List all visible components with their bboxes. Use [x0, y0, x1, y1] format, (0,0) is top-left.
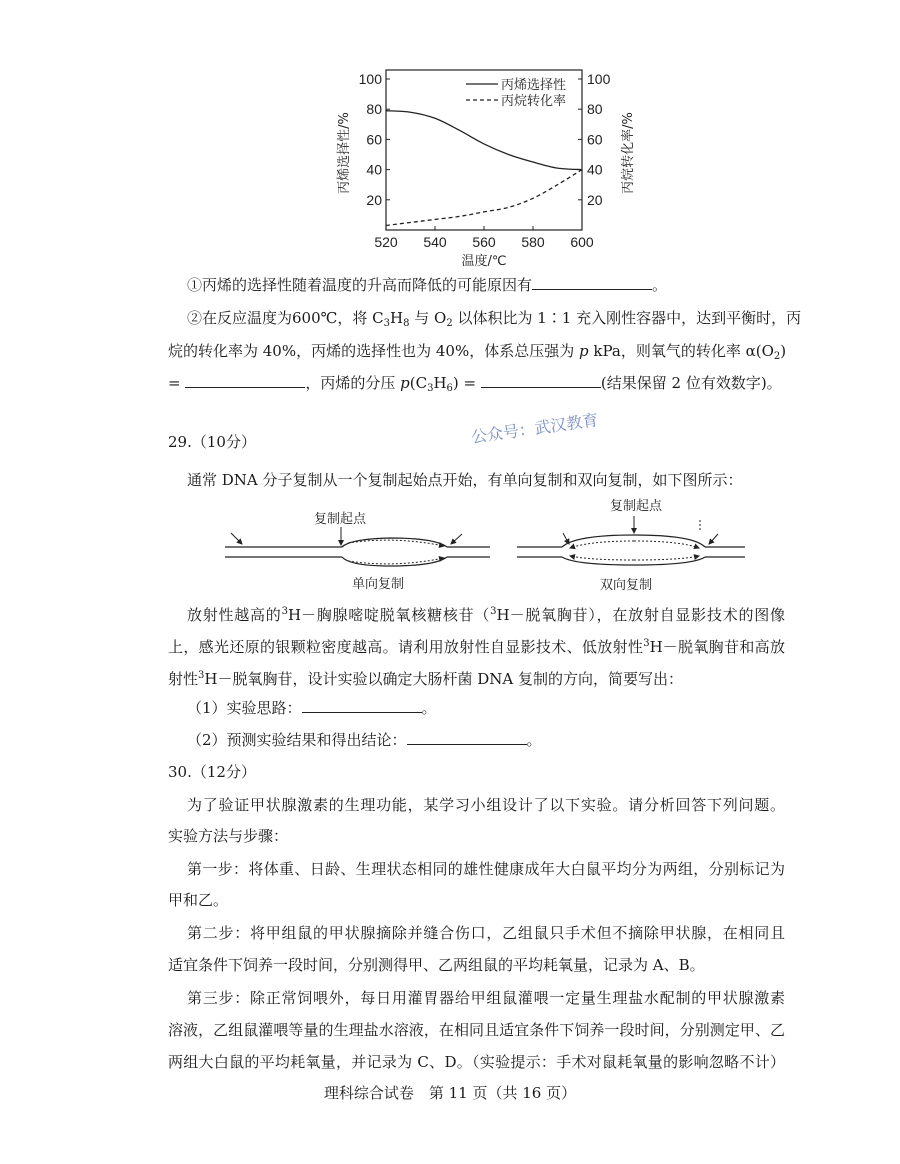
q30-header: 30.（12分） — [168, 763, 256, 781]
subscript: 2 — [446, 318, 453, 329]
x-tick-label: 600 — [570, 234, 594, 250]
q29-header: 29.（10分） — [168, 433, 256, 451]
text-run: H — [433, 374, 447, 392]
q28-part2-line2 — [168, 341, 785, 361]
text-run: kPa，则氧气的转化率 α(O — [588, 342, 774, 360]
q30-line: 第二步：将甲组鼠的甲状腺摘除并缝合伤口，乙组鼠只手术但不摘除甲状腺，在相同且 — [187, 924, 785, 942]
text-run: H－脱氧胸苷），在放射自显影技术的图像 — [496, 606, 785, 624]
text-run: 射性 — [168, 670, 199, 688]
text-run: 上，感光还原的银颗粒密度越高。请利用放射性自显影技术、低放射性 — [168, 638, 644, 656]
text-run: 。 — [526, 731, 542, 749]
answer-blank[interactable] — [407, 730, 527, 745]
text-run: (C — [409, 374, 428, 392]
text-run: = — [168, 374, 186, 392]
y-tick-label-left: 80 — [366, 101, 382, 118]
text-run: H－脱氧胸苷，设计实验以确定大肠杆菌 DNA 复制的方向，简要写出： — [204, 670, 683, 688]
left-origin-label: 复制起点 — [314, 512, 367, 527]
x-tick-label: 560 — [472, 234, 496, 250]
unidirectional-diagram — [225, 527, 490, 566]
q30-line: 第一步：将体重、日龄、生理状态相同的雄性健康成年大白鼠平均分为两组，分别标记为 — [187, 860, 785, 878]
series-line-selectivity — [386, 111, 582, 170]
subscript: 6 — [446, 383, 453, 394]
superscript: 3 — [643, 638, 650, 649]
q28-part2-line3 — [168, 373, 785, 393]
subscript: 8 — [403, 318, 410, 329]
y-tick-label-left: 40 — [366, 161, 382, 178]
q30-line: 适宜条件下饲养一段时间，分别测得甲、乙两组鼠的平均耗氧量，记录为 A、B。 — [168, 956, 705, 974]
chart-legend — [466, 77, 566, 109]
q30-line: 实验方法与步骤： — [168, 827, 289, 845]
text-run: 以体积比为 1∶1 充入刚性容器中，达到平衡时，丙 — [452, 309, 802, 327]
text-run: ) — [780, 342, 787, 360]
italic-variable: p — [579, 342, 589, 360]
legend-label-selectivity: 丙烯选择性 — [501, 78, 567, 93]
text-run: 放射性越高的 — [187, 606, 282, 624]
right-origin-label: 复制起点 — [610, 499, 663, 514]
subscript: 3 — [383, 318, 391, 329]
superscript: 3 — [281, 606, 288, 617]
right-caption: 双向复制 — [600, 578, 653, 593]
selectivity-conversion-chart — [0, 0, 900, 275]
y-tick-label-right: 60 — [587, 131, 603, 148]
watermark: 公众号：武汉教育 — [470, 410, 600, 447]
text-run: ①丙烯的选择性随着温度的升高而降低的可能原因有 — [187, 276, 533, 294]
text-run: H－脱氧胸苷和高放 — [649, 638, 785, 656]
q29-para-line1 — [187, 602, 785, 622]
legend-label-conversion: 丙烷转化率 — [501, 94, 567, 109]
text-run: （1）实验思路： — [187, 699, 302, 717]
page-footer: 理科综合试卷 第 11 页（共 16 页） — [323, 1084, 577, 1102]
q29-para-line3 — [168, 666, 785, 686]
q30-line: 为了验证甲状腺激素的生理功能，某学习小组设计了以下实验。请分析回答下列问题。 — [187, 796, 785, 814]
subscript: 2 — [773, 351, 781, 362]
q29-intro: 通常 DNA 分子复制从一个复制起始点开始，有单向复制和双向复制，如下图所示： — [187, 471, 743, 489]
answer-blank[interactable] — [185, 373, 305, 388]
q28-part1 — [187, 275, 785, 295]
x-axis-title: 温度/℃ — [461, 254, 507, 269]
y-tick-label-right: 40 — [587, 161, 603, 178]
q30-line: 第三步：除正常饲喂外，每日用灌胃器给甲组鼠灌喂一定量生理盐水配制的甲状腺激素 — [187, 989, 785, 1007]
answer-blank[interactable] — [481, 373, 601, 388]
text-run: ) = — [452, 374, 481, 392]
q30-line: 溶液，乙组鼠灌喂等量的生理盐水溶液，在相同且适宜条件下饲养一段时间，分别测定甲、乙 — [168, 1021, 785, 1039]
text-run: 与 O — [409, 309, 447, 327]
x-tick-label: 540 — [423, 234, 447, 250]
text-run: H－胸腺嘧啶脱氧核糖核苷（ — [287, 606, 491, 624]
q29-sub1 — [187, 698, 785, 718]
superscript: 3 — [490, 606, 497, 617]
y-tick-label-left: 60 — [366, 131, 382, 148]
q28-part2-line1 — [187, 308, 802, 329]
text-run: ②在反应温度为600℃，将 C — [187, 309, 384, 327]
x-tick-label: 520 — [374, 234, 398, 250]
text-run: （2）预测实验结果和得出结论： — [187, 731, 407, 749]
subscript: 3 — [427, 383, 434, 394]
text-run: 。 — [652, 276, 668, 294]
italic-variable: p — [400, 374, 410, 392]
text-run: H — [390, 309, 404, 327]
y-tick-label-right: 100 — [587, 71, 611, 87]
x-tick-label: 580 — [521, 234, 545, 250]
answer-blank[interactable] — [532, 275, 652, 290]
left-caption: 单向复制 — [352, 577, 405, 592]
y-axis-right-title: 丙烷转化率/% — [621, 112, 636, 194]
text-run: 。 — [421, 699, 437, 717]
y-tick-label-left: 20 — [366, 191, 382, 208]
text-run: (结果保留 2 位有效数字)。 — [600, 374, 782, 392]
answer-blank[interactable] — [302, 698, 422, 713]
y-tick-label-left: 100 — [358, 71, 382, 87]
y-tick-label-right: 20 — [587, 191, 603, 208]
series-line-conversion — [386, 170, 582, 226]
q30-line: 两组大白鼠的平均耗氧量，并记录为 C、D。（实验提示：手术对鼠耗氧量的影响忽略不计） — [168, 1053, 785, 1071]
text-run: 烷的转化率为 40%，丙烯的选择性也为 40%，体系总压强为 — [168, 342, 579, 360]
text-run: ，丙烯的分压 — [305, 374, 401, 392]
y-axis-left-title: 丙烯选择性/% — [337, 112, 352, 194]
bidirectional-diagram — [517, 516, 745, 565]
q29-para-line2 — [168, 634, 785, 654]
y-tick-label-right: 80 — [587, 101, 603, 118]
q29-sub2 — [187, 730, 785, 750]
q30-line: 甲和乙。 — [168, 891, 229, 909]
superscript: 3 — [198, 670, 205, 681]
